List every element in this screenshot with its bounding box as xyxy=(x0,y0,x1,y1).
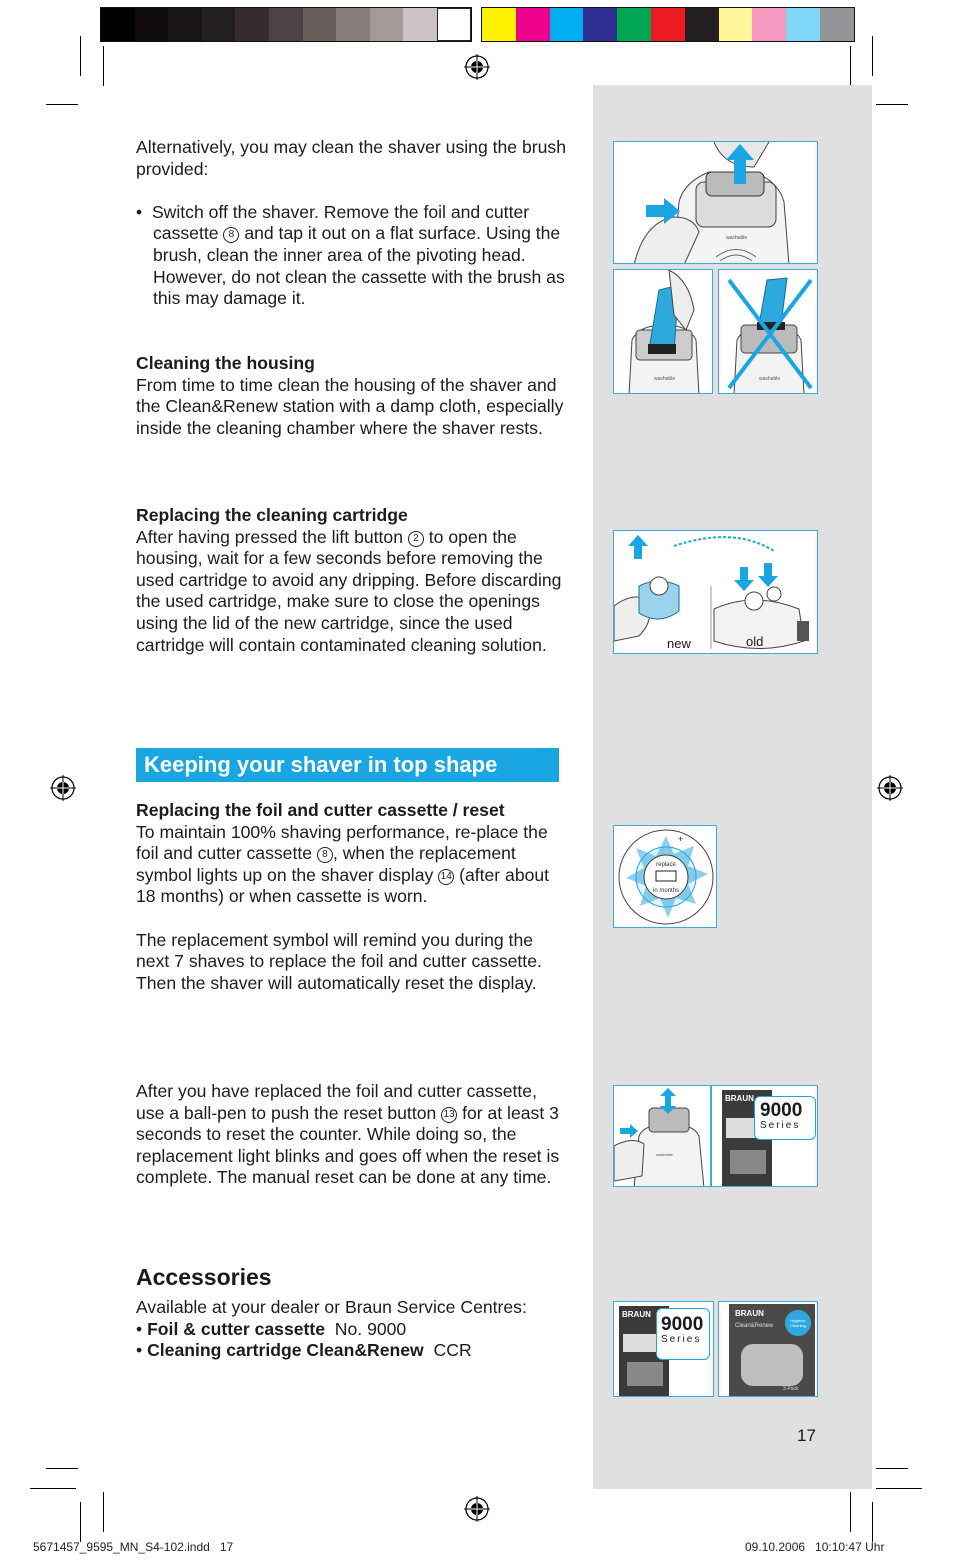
plus-icon: + xyxy=(678,834,684,844)
arrow-right-icon xyxy=(620,1124,638,1138)
package-box xyxy=(729,1304,815,1396)
washable-label: washable xyxy=(654,376,676,382)
accessory-item-foil-code: No. 9000 xyxy=(334,1318,407,1339)
gray-bar-frame xyxy=(100,7,472,42)
accessory-item-cartridge-code: CCR xyxy=(433,1340,472,1361)
figure-reset-cassette xyxy=(613,1085,711,1187)
accessory-item-foil-name: Foil & cutter cassette xyxy=(147,1318,326,1339)
series-number: 9000 xyxy=(661,1314,704,1335)
cartridge-body xyxy=(136,527,566,657)
ref-number: 13 xyxy=(441,1107,457,1123)
reset-text-b: for at least 3 seconds to reset the counter. While doing so, the replacement light blinks and goes off when the reset is complete. The manual reset can be done at any time. xyxy=(136,1102,560,1188)
page-number: 17 xyxy=(797,1426,816,1445)
housing-heading: Cleaning the housing xyxy=(136,353,315,373)
ref-number: 2 xyxy=(408,531,424,547)
bullet-text-b: and tap it out on a flat surface. Using the brush, clean the inner area of the pivoting head. However, do not clean the cassette with the brush as this may damage it. xyxy=(153,223,565,309)
cartridge-block xyxy=(136,505,566,656)
figure-no-brush-cassette xyxy=(718,269,818,394)
bullet-text-a: Switch off the shaver. Remove the foil and cutter cassette xyxy=(151,201,530,244)
series-word: Series xyxy=(661,1334,702,1345)
washable-label: washable xyxy=(726,235,748,241)
reset-body xyxy=(136,1081,566,1189)
ref-number: 8 xyxy=(317,847,333,863)
registration-mark-right xyxy=(877,775,903,801)
figure-accessory-cassette xyxy=(613,1301,714,1397)
intro-block xyxy=(136,137,566,310)
display-illustration xyxy=(614,826,717,928)
ref-number: 8 xyxy=(223,227,239,243)
figure-remove-cassette xyxy=(613,141,818,264)
brush-illustration xyxy=(614,270,713,394)
foil-text-b: , when the replacement symbol lights up on the shaver display xyxy=(136,843,516,885)
arrow-up-icon xyxy=(726,144,754,184)
figure-brush-head xyxy=(613,269,713,394)
replace-label: replace xyxy=(656,862,676,868)
foil-block xyxy=(136,800,566,994)
months-label: in months xyxy=(652,888,680,894)
arrow-updown-icon xyxy=(660,1088,676,1114)
pack-label: 3-Pack xyxy=(783,1386,799,1392)
figure-replacement-symbol xyxy=(613,825,717,928)
reset-block xyxy=(136,1081,566,1189)
brand-logo: BRAUN xyxy=(735,1309,764,1318)
registration-mark-bottom xyxy=(464,1496,490,1522)
cartridge-text-a: After having pressed the lift button xyxy=(136,526,403,547)
figure-cartridge-replace xyxy=(613,530,818,654)
section-title-band xyxy=(136,748,559,782)
foil-text-c: (after about 18 months) or when cassette is worn. xyxy=(136,864,550,907)
arrow-right-icon xyxy=(646,198,680,224)
section-title: Keeping your shaver in top shape xyxy=(144,752,498,777)
registration-mark-top xyxy=(464,54,490,80)
cartridge-heading: Replacing the cleaning cartridge xyxy=(136,505,408,525)
footer-file-info: 5671457_9595_MN_S4-102.indd 17 xyxy=(33,1540,234,1554)
series-badge xyxy=(754,1096,816,1140)
foil-heading: Replacing the foil and cutter cassette / reset xyxy=(136,800,505,820)
housing-block xyxy=(136,353,566,439)
series-word: Series xyxy=(760,1120,801,1131)
series-number: 9000 xyxy=(760,1100,803,1121)
brand-logo: BRAUN xyxy=(725,1094,754,1103)
accessories-heading: Accessories xyxy=(136,1264,272,1290)
figure-accessory-cartridge xyxy=(718,1301,818,1397)
washable-label: washable xyxy=(656,1152,673,1157)
foil-para2: The replacement symbol will remind you during the next 7 shaves to replace the foil and cutter cassette. Then the shaver will automatically reset the display. xyxy=(136,929,542,993)
series-badge xyxy=(656,1308,710,1360)
housing-body: From time to time clean the housing of the shaver and the Clean&Renew station with a damp cloth, especially inside the cleaning chamber where the shaver rests. xyxy=(136,374,564,438)
footer-timestamp: 09.10.2006 10:10:47 Uhr xyxy=(745,1540,885,1554)
brush-cassette-illustration xyxy=(719,270,818,394)
arrow-down-icon xyxy=(758,563,778,587)
reset-text-a: After you have replaced the foil and cutter cassette, use a ball-pen to push the reset button xyxy=(136,1081,537,1123)
intro-lead: Alternatively, you may clean the shaver using the brush provided: xyxy=(136,137,566,179)
intro-bullet: • Switch off the shaver. Remove the foil and cutter cassette 8 and tap it out on a flat surface. Using the brush, clean the inner area of the pivoting head. However, do not clean the cassette with the brush as this may damage it. xyxy=(136,201,565,309)
old-label: old xyxy=(746,634,764,649)
new-label: new xyxy=(667,636,691,651)
clean-renew-label: Clean&Renew xyxy=(735,1323,774,1329)
accessories-block xyxy=(136,1297,566,1362)
washable-label: washable xyxy=(759,376,781,382)
arrow-up-icon xyxy=(628,535,648,559)
shaver-illustration xyxy=(614,142,818,264)
figure-9000-package xyxy=(711,1085,818,1187)
registration-mark-left xyxy=(50,775,76,801)
color-bar-frame xyxy=(481,7,855,42)
foil-body xyxy=(136,822,566,908)
trash-icon xyxy=(797,621,809,641)
accessory-item-cartridge: • Cleaning cartridge Clean&Renew CCR xyxy=(136,1340,472,1361)
hygiene-badge: Hygienic Cleaning xyxy=(785,1310,811,1336)
brand-logo: BRAUN xyxy=(622,1310,651,1319)
arrow-down-icon xyxy=(734,567,754,591)
accessory-item-foil: • Foil & cutter cassette No. 9000 xyxy=(136,1318,407,1339)
foil-text-a: To maintain 100% shaving performance, re-place the foil and cutter cassette xyxy=(136,821,548,864)
cartridge-text-b: to open the housing, wait for a few seconds before removing the used cartridge to avoid any dripping. Before discarding the used cartridge, make sure to close the openings using the lid of the new cartridge, since the used cartridge will contain contaminated cleaning solution. xyxy=(136,526,562,655)
accessory-item-cartridge-name: Cleaning cartridge Clean&Renew xyxy=(147,1340,424,1361)
ref-number: 14 xyxy=(438,869,454,885)
accessories-intro: Available at your dealer or Braun Service Centres: xyxy=(136,1297,527,1317)
